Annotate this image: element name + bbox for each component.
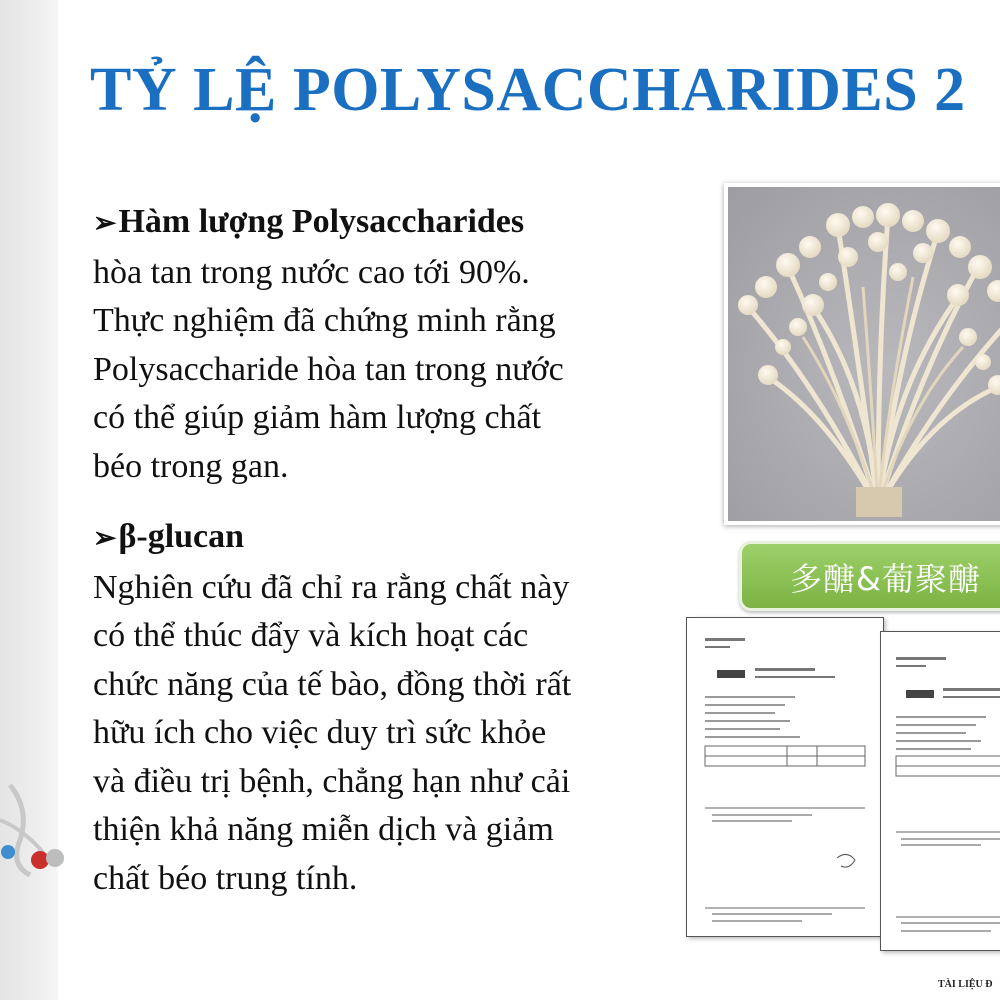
heading-text: Hàm lượng Polysaccharides <box>118 203 525 240</box>
heading-text: β-glucan <box>118 518 245 555</box>
blue-atom <box>1 845 15 859</box>
arrow-bullet-icon: ➢ <box>93 523 117 554</box>
bullet-heading-polysaccharides <box>93 198 693 249</box>
slide-title: TỶ LỆ POLYSACCHARIDES 2 <box>90 56 966 124</box>
paragraph-line: và điều trị bệnh, chẳng hạn như cải <box>93 762 571 800</box>
paragraph-line: chất béo trung tính. <box>93 859 358 897</box>
enoki-mushroom-photo <box>724 183 1000 525</box>
paragraph-line: chức năng của tế bào, đồng thời rất <box>93 665 572 703</box>
section-polysaccharides <box>93 198 693 491</box>
paragraph-line: thiện khả năng miễn dịch và giảm <box>93 811 554 848</box>
paragraph-line: hòa tan trong nước cao tới 90%. <box>93 253 530 291</box>
grey-atom <box>46 849 64 867</box>
paragraph-line: có thể giúp giảm hàm lượng chất <box>93 399 542 436</box>
paragraph-line: Nghiên cứu đã chỉ ra rằng chất này <box>93 568 570 606</box>
arrow-bullet-icon: ➢ <box>93 208 117 239</box>
paragraph-line: Thực nghiệm đã chứng minh rằng <box>93 302 556 339</box>
paragraph-line: Polysaccharide hòa tan trong nước <box>93 350 564 388</box>
polysaccharide-glucan-label <box>739 541 1000 611</box>
label-text: 多醣&葡聚醣 <box>790 560 981 598</box>
paragraph-line: hữu ích cho việc duy trì sức khỏe <box>93 714 547 751</box>
paragraph-line: béo trong gan. <box>93 447 289 485</box>
footer-text: TÀI LIỆU Đ <box>938 979 993 990</box>
molecule-decoration <box>0 770 70 880</box>
mushroom-illustration <box>728 187 1000 521</box>
lab-report-document <box>880 631 1000 951</box>
paragraph-line: có thể thúc đẩy và kích hoạt các <box>93 617 529 654</box>
lab-report-document <box>686 617 884 937</box>
bullet-heading-beta-glucan <box>93 513 693 564</box>
section-beta-glucan <box>93 513 693 903</box>
